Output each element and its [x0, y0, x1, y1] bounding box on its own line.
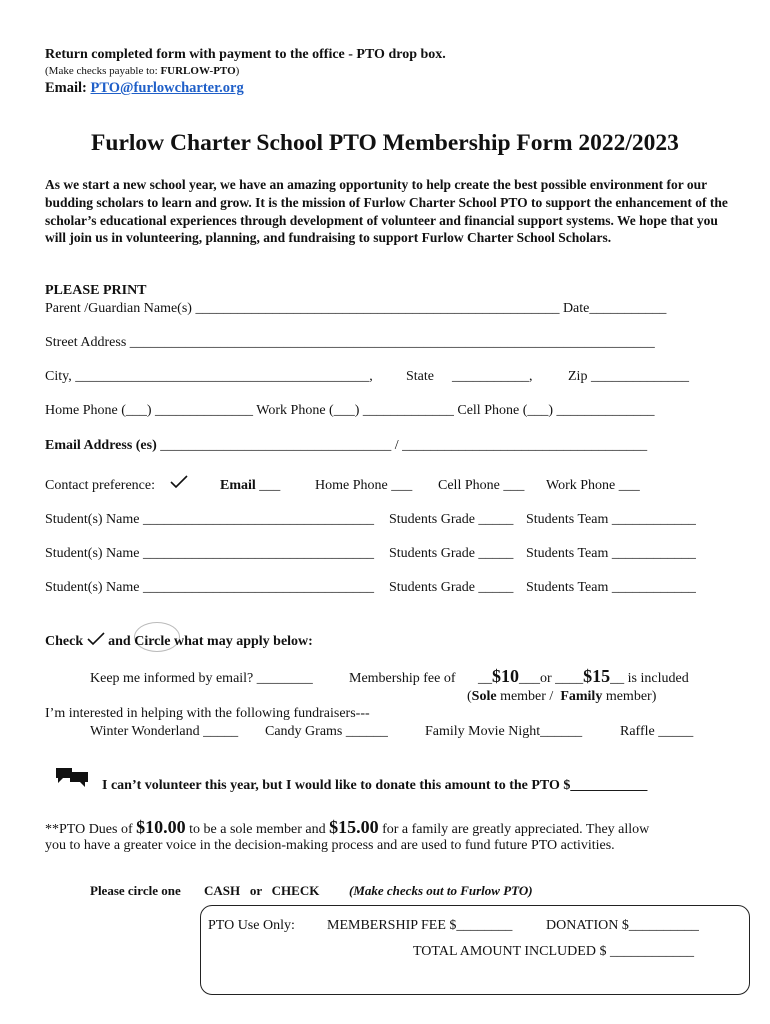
- check-word: Check: [45, 634, 84, 649]
- family-member-text: member): [605, 689, 657, 704]
- and-word: and: [108, 634, 131, 649]
- membership-fee-label: Membership fee of: [349, 671, 456, 686]
- student-name-field[interactable]: Student(s) Name _________________________________: [45, 512, 374, 527]
- donation-field[interactable]: DONATION $__________: [546, 918, 699, 933]
- keep-informed-field[interactable]: Keep me informed by email? ________: [90, 671, 313, 686]
- email-label: Email:: [45, 80, 87, 96]
- check-circle-instructions: [45, 632, 313, 650]
- sole-member-text: member /: [500, 689, 554, 704]
- fundraiser-raffle[interactable]: Raffle _____: [620, 724, 694, 739]
- student-grade-field[interactable]: Students Grade _____: [389, 512, 514, 527]
- dues-family-amount: $15.00: [329, 817, 379, 837]
- fee-blank-mid: ____: [555, 671, 584, 686]
- fundraiser-movie-night[interactable]: Family Movie Night______: [425, 724, 583, 739]
- student-name-field[interactable]: Student(s) Name _________________________________: [45, 580, 374, 595]
- page-title: Furlow Charter School PTO Membership Form 2022/2023: [91, 130, 679, 156]
- payment-options[interactable]: CASH or CHECK: [204, 883, 320, 898]
- dues-sole-amount: $10.00: [136, 817, 186, 837]
- student-team-field[interactable]: Students Team ____________: [526, 512, 696, 527]
- member-type-note: [467, 689, 656, 705]
- dues-line-2: you to have a greater voice in the decision-making process and are used to fund future PTO activities.: [45, 838, 615, 853]
- fee-sole-amount: $10: [492, 666, 519, 686]
- contact-email-option[interactable]: [220, 478, 280, 494]
- membership-fee-field[interactable]: MEMBERSHIP FEE $________: [327, 918, 513, 933]
- dues-middle: to be a sole member and: [185, 822, 330, 837]
- payment-note: (Make checks out to Furlow PTO): [349, 883, 533, 898]
- fundraiser-candy-grams[interactable]: Candy Grams ______: [265, 724, 388, 739]
- student-grade-field[interactable]: Students Grade _____: [389, 546, 514, 561]
- dues-line-1: [45, 817, 649, 838]
- street-address-field[interactable]: Street Address ___________________________________________________________________________: [45, 335, 655, 350]
- email-line: [45, 80, 244, 97]
- zip-field[interactable]: Zip ______________: [568, 369, 689, 384]
- membership-fee-options[interactable]: [478, 666, 689, 687]
- checkmark-icon: [87, 632, 105, 646]
- fundraisers-intro: I’m interested in helping with the following fundraisers---: [45, 706, 370, 721]
- city-field[interactable]: City, __________________________________________,: [45, 369, 373, 384]
- checks-suffix: ): [235, 65, 240, 77]
- payment-label: Please circle one: [90, 883, 181, 898]
- please-print-heading: PLEASE PRINT: [45, 283, 147, 298]
- fee-blank-pre: __: [478, 671, 492, 686]
- email-address-label: Email Address (es): [45, 438, 157, 453]
- return-instructions: Return completed form with payment to the office - PTO drop box.: [45, 47, 446, 62]
- contact-home-phone-option[interactable]: Home Phone ___: [315, 478, 413, 493]
- checks-payable-line: [45, 65, 239, 77]
- donate-field[interactable]: I can’t volunteer this year, but I would like to donate this amount to the PTO $___________: [102, 778, 648, 793]
- pto-use-label: PTO Use Only:: [208, 918, 295, 933]
- state-label: State: [406, 369, 434, 384]
- student-name-field[interactable]: Student(s) Name _________________________________: [45, 546, 374, 561]
- contact-email-blank: ___: [259, 478, 281, 493]
- contact-preference-label: Contact preference:: [45, 478, 155, 493]
- speech-bubbles-icon: [54, 766, 90, 790]
- email-address-row: [45, 438, 647, 454]
- fee-or: ___or: [519, 671, 552, 686]
- checks-prefix: (Make checks payable to:: [45, 65, 161, 77]
- contact-email-label: Email: [220, 478, 256, 493]
- dues-prefix: **PTO Dues of: [45, 822, 137, 837]
- student-team-field[interactable]: Students Team ____________: [526, 546, 696, 561]
- contact-work-phone-option[interactable]: Work Phone ___: [546, 478, 640, 493]
- fee-family-amount: $15: [583, 666, 611, 686]
- total-amount-field[interactable]: TOTAL AMOUNT INCLUDED $ ____________: [413, 944, 694, 959]
- checkmark-icon: [170, 475, 188, 489]
- email-address-field[interactable]: _________________________________ / ___________________________________: [160, 438, 648, 453]
- fee-included: __ is included: [610, 671, 689, 686]
- fundraiser-winter-wonderland[interactable]: Winter Wonderland _____: [90, 724, 239, 739]
- pto-email-link[interactable]: PTO@furlowcharter.org: [90, 80, 244, 96]
- parent-name-field[interactable]: Parent /Guardian Name(s) ____________________________________________________ Date___________: [45, 301, 667, 316]
- paren-open: (: [467, 689, 472, 704]
- circle-word: Circle: [134, 634, 171, 649]
- dues-suffix: for a family are greatly appreciated. They allow: [378, 822, 650, 837]
- phone-fields[interactable]: Home Phone (___) ______________ Work Phone (___) _____________ Cell Phone (___) ______________: [45, 403, 655, 418]
- family-label: Family: [560, 689, 603, 704]
- state-field[interactable]: ___________,: [452, 369, 533, 384]
- student-team-field[interactable]: Students Team ____________: [526, 580, 696, 595]
- contact-cell-phone-option[interactable]: Cell Phone ___: [438, 478, 525, 493]
- checks-payee: FURLOW-PTO: [160, 65, 236, 77]
- check-rest: what may apply below:: [173, 634, 313, 649]
- sole-label: Sole: [471, 689, 497, 704]
- student-grade-field[interactable]: Students Grade _____: [389, 580, 514, 595]
- intro-paragraph: As we start a new school year, we have an amazing opportunity to help create the best possible environment for our budding scholars to learn and grow. It is the mission of Furlow Charter School PTO to support the enhancement of the scholar’s educational experiences through development of volunteer and financial support systems. We hope that you will join us in volunteering, planning, and fundraising to support Furlow Charter School Scholars.: [45, 177, 728, 246]
